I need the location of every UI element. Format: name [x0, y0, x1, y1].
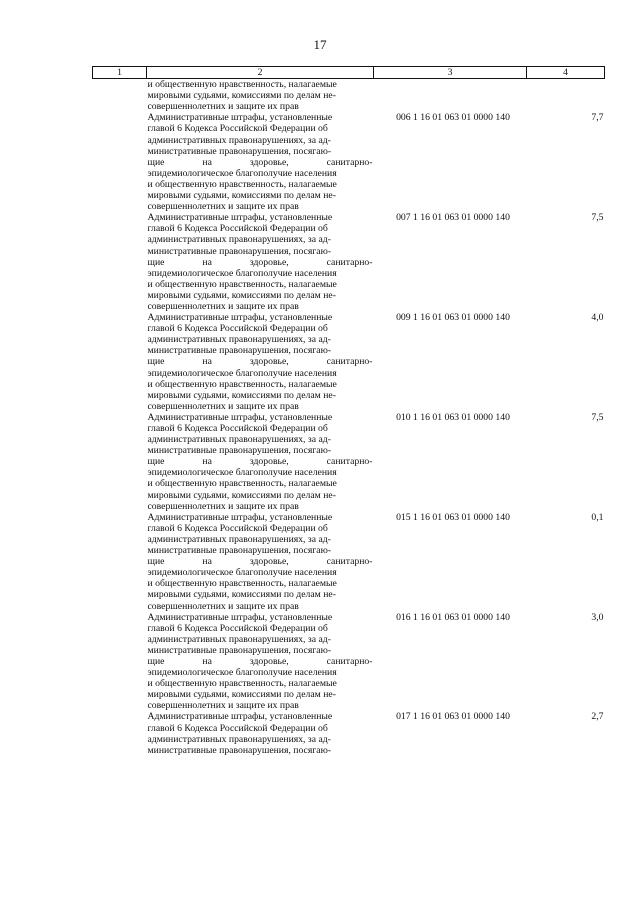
empty-cell	[93, 612, 147, 712]
budget-classification-code: 017 1 16 01 063 01 0000 140	[396, 711, 510, 723]
description-line: эпидемиологическое благополучие населения	[147, 467, 337, 479]
description-line: мировыми судьями, комиссиями по делам не-	[147, 190, 336, 202]
column-header-1: 1	[93, 67, 147, 79]
budget-classification-code: 009 1 16 01 063 01 0000 140	[396, 312, 510, 324]
description-line: и общественную нравственность, налагаемые	[147, 678, 337, 690]
row-description	[147, 711, 374, 755]
row-description	[147, 612, 374, 712]
description-line: мировыми судьями, комиссиями по делам не-	[147, 589, 336, 601]
column-header-3: 3	[374, 67, 527, 79]
description-line: эпидемиологическое благополучие населения	[147, 667, 337, 679]
amount-value: 2,7	[591, 711, 604, 723]
row-description	[147, 312, 374, 412]
table-row	[93, 212, 605, 312]
row-description	[147, 79, 374, 113]
description-line: административных правонарушениях, за ад-	[147, 134, 331, 146]
amount-value: 7,5	[591, 411, 604, 423]
empty-cell	[93, 212, 147, 312]
page-number: 17	[313, 37, 327, 52]
description-line: щие на здоровье, санитарно-	[147, 456, 373, 468]
description-line: Административные штрафы, установленные	[147, 511, 333, 523]
amount-value: 0,1	[591, 511, 604, 523]
table-header-row	[93, 67, 605, 79]
description-line: административных правонарушениях, за ад-	[147, 733, 331, 745]
description-line: административных правонарушениях, за ад-	[147, 434, 331, 446]
description-line: министративные правонарушения, посягаю-	[147, 744, 332, 756]
description-line: министративные правонарушения, посягаю-	[147, 245, 332, 257]
empty-cell	[93, 112, 147, 212]
revenue-table	[92, 66, 605, 756]
amount-value: 7,7	[591, 112, 604, 124]
description-line: и общественную нравственность, налагаемые	[147, 278, 337, 290]
empty-cell	[93, 711, 147, 755]
empty-cell	[527, 79, 605, 113]
description-line: Административные штрафы, установленные	[147, 312, 333, 324]
description-line: щие на здоровье, санитарно-	[147, 156, 373, 168]
description-line: мировыми судьями, комиссиями по делам не-	[147, 489, 336, 501]
description-line: эпидемиологическое благополучие населения	[147, 267, 337, 279]
budget-classification-code: 016 1 16 01 063 01 0000 140	[396, 611, 510, 623]
description-line: административных правонарушениях, за ад-	[147, 334, 331, 346]
description-line: и общественную нравственность, налагаемые	[147, 79, 337, 91]
description-line: главой 6 Кодекса Российской Федерации об	[147, 123, 328, 135]
row-description	[147, 412, 374, 512]
description-line: главой 6 Кодекса Российской Федерации об	[147, 622, 328, 634]
description-line: мировыми судьями, комиссиями по делам не-	[147, 90, 336, 102]
description-line: совершеннолетних и защите их прав	[147, 300, 299, 312]
table-row-continuation	[93, 79, 605, 113]
empty-cell	[93, 512, 147, 612]
empty-cell	[374, 79, 527, 113]
description-line: эпидемиологическое благополучие населения	[147, 567, 337, 579]
description-line: и общественную нравственность, налагаемые	[147, 578, 337, 590]
description-line: Административные штрафы, установленные	[147, 711, 333, 723]
description-line: мировыми судьями, комиссиями по делам не-	[147, 389, 336, 401]
description-line: Административные штрафы, установленные	[147, 212, 333, 224]
table-body	[93, 79, 605, 756]
empty-cell	[93, 412, 147, 512]
description-line: совершеннолетних и защите их прав	[147, 700, 299, 712]
description-line: Административные штрафы, установленные	[147, 112, 333, 124]
description-line: министративные правонарушения, посягаю-	[147, 445, 332, 457]
table-row	[93, 711, 605, 755]
description-line: мировыми судьями, комиссиями по делам не-	[147, 689, 336, 701]
description-line: мировыми судьями, комиссиями по делам не-	[147, 289, 336, 301]
description-line: щие на здоровье, санитарно-	[147, 655, 373, 667]
budget-classification-code: 010 1 16 01 063 01 0000 140	[396, 411, 510, 423]
description-line: щие на здоровье, санитарно-	[147, 356, 373, 368]
description-line: Административные штрафы, установленные	[147, 611, 333, 623]
description-line: и общественную нравственность, налагаемые	[147, 478, 337, 490]
description-line: главой 6 Кодекса Российской Федерации об	[147, 223, 328, 235]
amount-value: 7,5	[591, 212, 604, 224]
description-line: Административные штрафы, установленные	[147, 411, 333, 423]
table-row	[93, 512, 605, 612]
description-line: щие на здоровье, санитарно-	[147, 556, 373, 568]
description-line: главой 6 Кодекса Российской Федерации об	[147, 423, 328, 434]
description-line: и общественную нравственность, налагаемые	[147, 178, 337, 190]
description-line: главой 6 Кодекса Российской Федерации об	[147, 522, 328, 534]
budget-classification-code: 007 1 16 01 063 01 0000 140	[396, 212, 510, 224]
description-line: совершеннолетних и защите их прав	[147, 400, 299, 412]
description-line: совершеннолетних и защите их прав	[147, 101, 299, 113]
description-line: совершеннолетних и защите их прав	[147, 201, 299, 213]
table-row	[93, 112, 605, 212]
table-row	[93, 412, 605, 512]
table-row	[93, 612, 605, 712]
description-line: и общественную нравственность, налагаемые	[147, 378, 337, 390]
amount-value: 3,0	[591, 611, 604, 623]
description-line: эпидемиологическое благополучие населения	[147, 367, 337, 379]
row-description	[147, 212, 374, 312]
description-line: совершеннолетних и защите их прав	[147, 600, 299, 612]
row-description	[147, 512, 374, 612]
description-line: административных правонарушениях, за ад-	[147, 633, 331, 645]
empty-cell	[93, 79, 147, 113]
column-header-4: 4	[527, 67, 605, 79]
description-line: совершеннолетних и защите их прав	[147, 500, 299, 512]
column-header-2: 2	[147, 67, 374, 79]
row-description	[147, 112, 374, 212]
description-line: министративные правонарушения, посягаю-	[147, 545, 332, 557]
amount-value: 4,0	[591, 312, 604, 324]
description-line: главой 6 Кодекса Российской Федерации об	[147, 323, 328, 335]
description-line: щие на здоровье, санитарно-	[147, 256, 373, 268]
budget-classification-code: 006 1 16 01 063 01 0000 140	[396, 112, 510, 124]
description-line: эпидемиологическое благополучие населения	[147, 167, 337, 179]
table-row	[93, 312, 605, 412]
budget-classification-code: 015 1 16 01 063 01 0000 140	[396, 511, 510, 523]
description-line: административных правонарушениях, за ад-	[147, 234, 331, 246]
description-line: министративные правонарушения, посягаю-	[147, 145, 332, 157]
description-line: административных правонарушениях, за ад-	[147, 533, 331, 545]
description-line: министративные правонарушения, посягаю-	[147, 345, 332, 357]
empty-cell	[93, 312, 147, 412]
description-line: министративные правонарушения, посягаю-	[147, 644, 332, 656]
description-line: главой 6 Кодекса Российской Федерации об	[147, 722, 328, 734]
